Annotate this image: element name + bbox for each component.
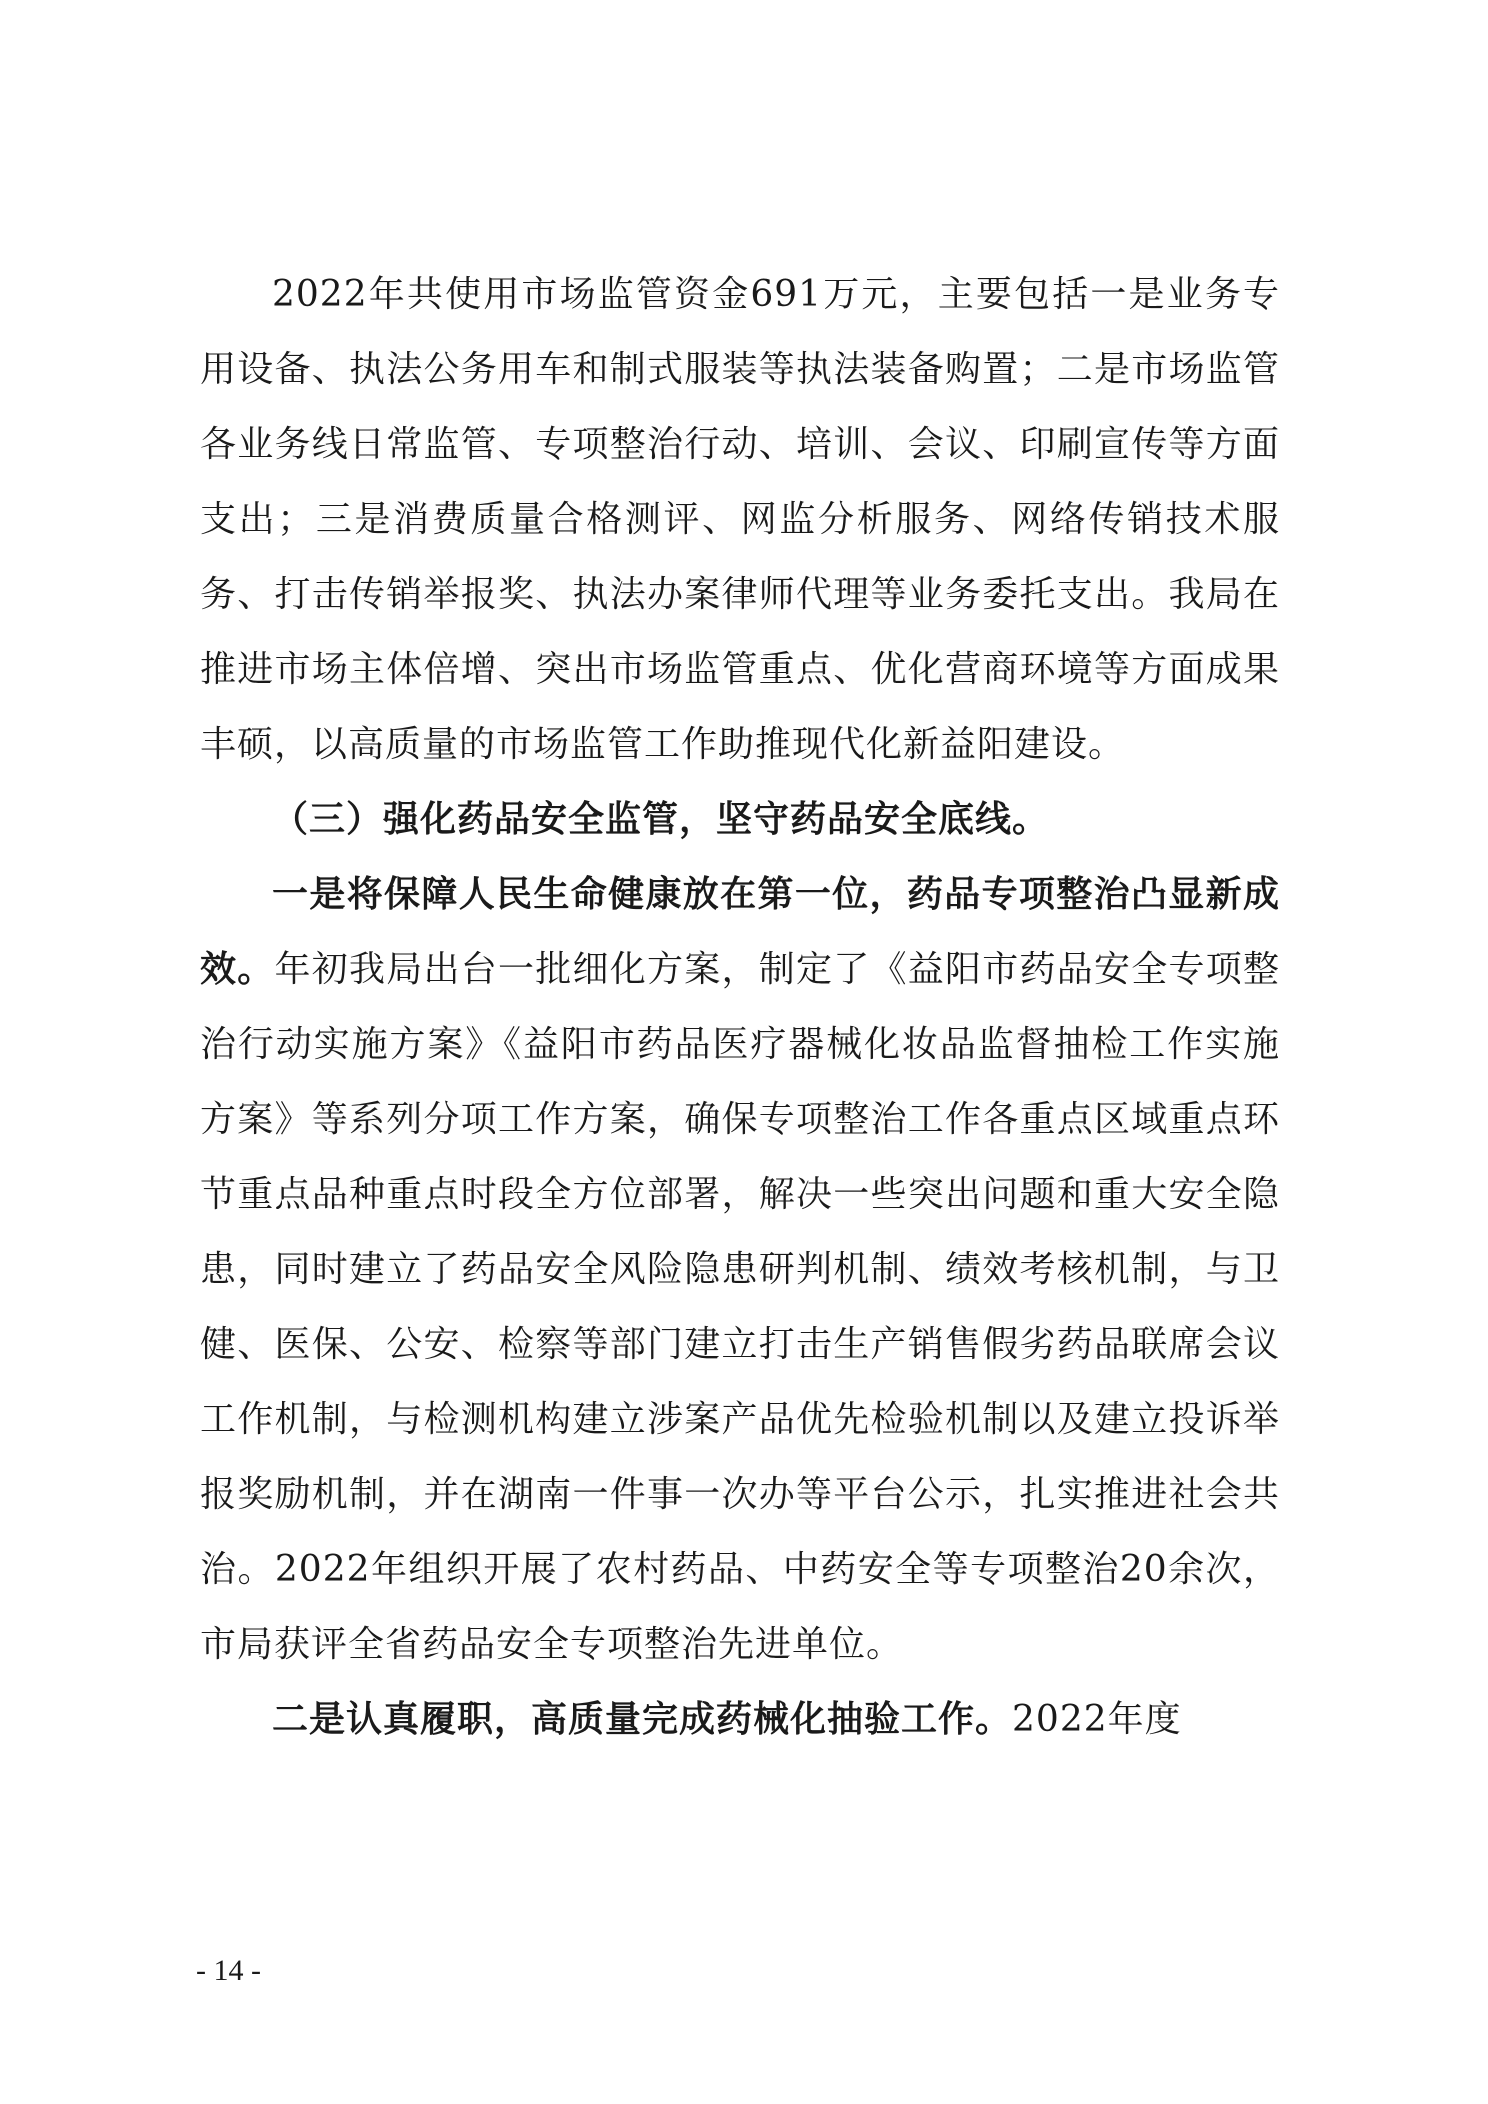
paragraph-funds-text: 2022年共使用市场监管资金691万元，主要包括一是业务专用设备、执法公务用车和制式服装等执法装备购置；二是市场监管各业务线日常监管、专项整治行动、培训、会议、印刷宣传等方面支出；三是消费质量合格测评、网监分析服务、网络传销技术服务、打击传销举报奖、执法办案律师代理等业务委托支出。我局在推进市场主体倍增、突出市场监管重点、优化营商环境等方面成果丰硕，以高质量的市场监管工作助推现代化新益阳建设。 xyxy=(200,274,1280,765)
paragraph-drug-rectification xyxy=(200,857,1280,1682)
paragraph-sampling-text: 2022年度 xyxy=(1012,1699,1182,1740)
page-number: - 14 - xyxy=(196,1954,261,1987)
paragraph-funds xyxy=(200,257,1280,782)
document-body xyxy=(200,257,1280,1757)
paragraph-drug-rectification-lead: 一是将保障人民生命健康放在第一位，药品专项整治凸显新成效。 xyxy=(200,873,1280,990)
paragraph-drug-rectification-text: 年初我局出台一批细化方案，制定了《益阳市药品安全专项整治行动实施方案》《益阳市药品医疗器械化妆品监督抽检工作实施方案》等系列分项工作方案，确保专项整治工作各重点区域重点环节重点品种重点时段全方位部署，解决一些突出问题和重大安全隐患，同时建立了药品安全风险隐患研判机制、绩效考核机制，与卫健、医保、公安、检察等部门建立打击生产销售假劣药品联席会议工作机制，与检测机构建立涉案产品优先检验机制以及建立投诉举报奖励机制，并在湖南一件事一次办等平台公示，扎实推进社会共治。2022年组织开展了农村药品、中药安全等专项整治20余次，市局获评全省药品安全专项整治先进单位。 xyxy=(200,949,1280,1665)
paragraph-sampling-lead: 二是认真履职，高质量完成药械化抽验工作。 xyxy=(272,1698,1013,1740)
section-heading-text: （三）强化药品安全监管，坚守药品安全底线。 xyxy=(272,798,1050,840)
paragraph-sampling xyxy=(200,1682,1280,1757)
section-heading xyxy=(200,782,1280,857)
